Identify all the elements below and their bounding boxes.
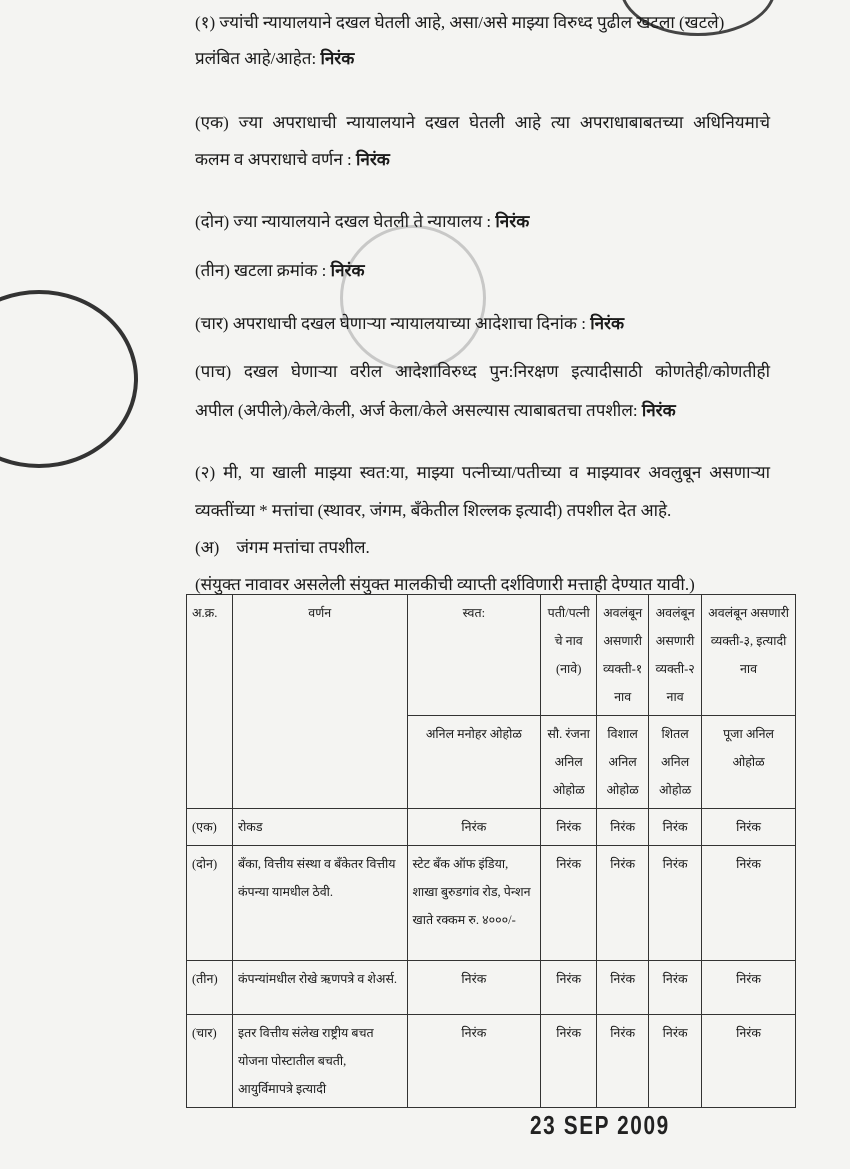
table-row [187,961,796,1015]
table-cell: कंपन्यांमधील रोखे ऋणपत्रे व शेअर्स. [232,961,407,1015]
item-don [195,209,529,232]
notary-stamp-left [0,290,138,468]
table-cell: निरंक [702,1015,796,1108]
name-cell: शितल अनिल ओहोळ [649,716,702,809]
table-cell: निरंक [649,809,702,846]
header-cell: पती/पत्नी चे नाव (नावे) [541,595,597,716]
table-cell: निरंक [702,809,796,846]
table-cell: (दोन) [187,846,233,961]
table-cell: (चार) [187,1015,233,1108]
header-cell: अवलंबून असणारी व्यक्ती-१ नाव [597,595,649,716]
text: अपील (अपीले)/केले/केली, अर्ज केला/केले असल्यास त्याबाबतचा तपशील: [195,401,642,420]
table-cell: निरंक [597,961,649,1015]
table-cell: इतर वित्तीय संलेख राष्ट्रीय बचत योजना पोस्टातील बचती, आयुर्विमापत्रे इत्यादी [232,1015,407,1108]
value: निरंक [641,401,676,420]
table-cell: रोकड [232,809,407,846]
value: निरंक [356,150,390,169]
date-stamp: 23 SEP 2009 [530,1110,670,1140]
item-pach-line1: (पाच) दखल घेणाऱ्या वरील आदेशाविरुध्द पुन:निरक्षण इत्यादीसाठी कोणतेही/कोणतीही [195,362,770,381]
table-cell: (तीन) [187,961,233,1015]
text: प्रलंबित आहे/आहेत: [195,49,321,68]
value: निरंक [330,261,365,280]
text: जंगम मत्तांचा तपशील. [236,538,370,557]
table-cell: निरंक [407,809,541,846]
value: निरंक [590,314,625,333]
header-cell: अवलंबून असणारी व्यक्ती-२ नाव [649,595,702,716]
value: निरंक [495,212,530,231]
para2-line2: व्यक्तींच्या * मत्तांचा (स्थावर, जंगम, बँकेतील शिल्लक इत्यादी) तपशील देत आहे. [195,501,672,520]
table-cell: निरंक [597,846,649,961]
name-cell: विशाल अनिल ओहोळ [597,716,649,809]
notary-stamp-center [340,225,486,371]
sub-a [195,535,370,558]
header-cell: स्वत: [407,595,541,716]
para2-line1: (२) मी, या खाली माझ्या स्वत:या, माझ्या पत्नीच्या/पतीच्या व माझ्यावर अवलुबून असणाऱ्या [195,463,770,482]
table-cell: निरंक [702,846,796,961]
table-row [187,846,796,961]
text: (चार) अपराधाची दखल घेणाऱ्या न्यायालयाच्या आदेशाचा दिनांक : [195,314,591,333]
para1-line1: (१) ज्यांची न्यायालयाने दखल घेतली आहे, असा/असे माझ्या विरुध्द पुढील खटला (खटले) [195,13,725,32]
movable-assets-table [186,594,796,1108]
table-cell: स्टेट बँक ऑफ इंडिया, शाखा बुरुडगांव रोड, पेन्शन खाते रक्कम रु. ४०००/- [407,846,541,961]
table-cell: बँका, वित्तीय संस्था व बँकेतर वित्तीय कंपन्या यामधील ठेवी. [232,846,407,961]
para1-line2 [195,46,354,69]
text: (दोन) ज्या न्यायालयाने दखल घेतली ते न्यायालय : [195,212,496,231]
name-cell: अनिल मनोहर ओहोळ [407,716,541,809]
table-row [187,1015,796,1108]
table-row [187,809,796,846]
table-cell: निरंक [541,846,597,961]
table-cell: निरंक [597,809,649,846]
table-cell: (एक) [187,809,233,846]
item-pach-line2 [195,398,676,421]
text: कलम व अपराधाचे वर्णन : [195,150,357,169]
item-char [195,311,624,334]
header-cell: वर्णन [232,595,407,809]
item-ek-line2 [195,147,390,170]
name-cell: सौ. रंजना अनिल ओहोळ [541,716,597,809]
table-cell: निरंक [407,961,541,1015]
table-cell: निरंक [541,961,597,1015]
note: (संयुक्त नावावर असलेली संयुक्त मालकीची व्याप्ती दर्शविणारी मत्ताही देण्यात यावी.) [195,575,695,594]
table-cell: निरंक [649,961,702,1015]
label: (अ) [195,538,220,557]
table-cell: निरंक [702,961,796,1015]
table-header-row [187,595,796,716]
text: (तीन) खटला क्रमांक : [195,261,331,280]
item-teen [195,258,365,281]
header-cell: अ.क्र. [187,595,233,809]
name-cell: पूजा अनिल ओहोळ [702,716,796,809]
table-cell: निरंक [649,1015,702,1108]
header-cell: अवलंबून असणारी व्यक्ती-३, इत्यादी नाव [702,595,796,716]
table-cell: निरंक [541,1015,597,1108]
table-cell: निरंक [597,1015,649,1108]
value: निरंक [320,49,355,68]
table-cell: निरंक [649,846,702,961]
table-cell: निरंक [541,809,597,846]
table-cell: निरंक [407,1015,541,1108]
item-ek-line1: (एक) ज्या अपराधाची न्यायालयाने दखल घेतली आहे त्या अपराधाबाबतच्या अधिनियमाचे [195,113,770,132]
